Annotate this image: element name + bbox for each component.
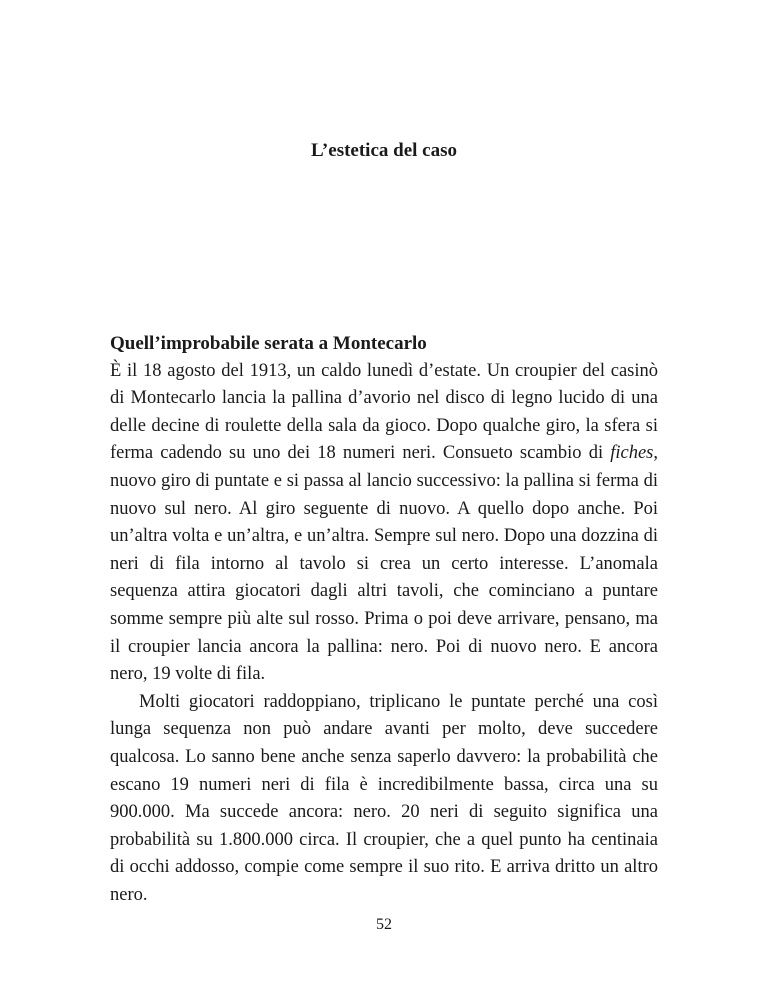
paragraph-1-part-a: È il 18 agosto del 1913, un caldo lunedì d’estate. Un croupier del casinò di Montecarlo lancia la pallina d’avorio nel disco di legno lucido di una delle decine di roulette della sala da gioco. Dopo qualche giro, la sfera si ferma cadendo su uno dei 18 numeri neri. Consueto scambio di xyxy=(110,360,658,464)
paragraph-1-italic-term: fiches xyxy=(610,443,654,464)
paragraph-1-part-b: , nuovo giro di puntate e si passa al lancio successivo: la pallina si ferma di nuovo sul nero. Al giro seguente di nuovo. A quello dopo anche. Poi un’altra volta e un’altra, e un’altra. Sempre sul nero. Dopo una dozzina di neri di fila intorno al tavolo si crea un certo interesse. L’anomala sequenza attira giocatori dagli altri tavoli, che cominciano a puntare somme sempre più alte sul rosso. Prima o poi deve arrivare, pensano, ma il croupier lancia ancora la pallina: nero. Poi di nuovo nero. E ancora nero, 19 volte di fila. xyxy=(110,443,658,685)
chapter-title: L’estetica del caso xyxy=(311,140,457,161)
body-text xyxy=(110,330,658,909)
paragraph-2: Molti giocatori raddoppiano, triplicano le puntate perché una così lunga sequenza non può andare avanti per molto, deve succedere qualcosa. Lo sanno bene anche senza saperlo davvero: la probabilità che escano 19 numeri neri di fila è incredibilmente bassa, circa una su 900.000. Ma succede ancora: nero. 20 neri di seguito significa una probabilità su 1.800.000 circa. Il croupier, che a quel punto ha centinaia di occhi addosso, compie come sempre il suo rito. E arriva dritto un altro nero. xyxy=(110,691,658,905)
page-number: 52 xyxy=(376,916,392,933)
section-heading: Quell’improbabile serata a Montecarlo xyxy=(110,333,427,354)
paragraph-1 xyxy=(110,358,658,689)
